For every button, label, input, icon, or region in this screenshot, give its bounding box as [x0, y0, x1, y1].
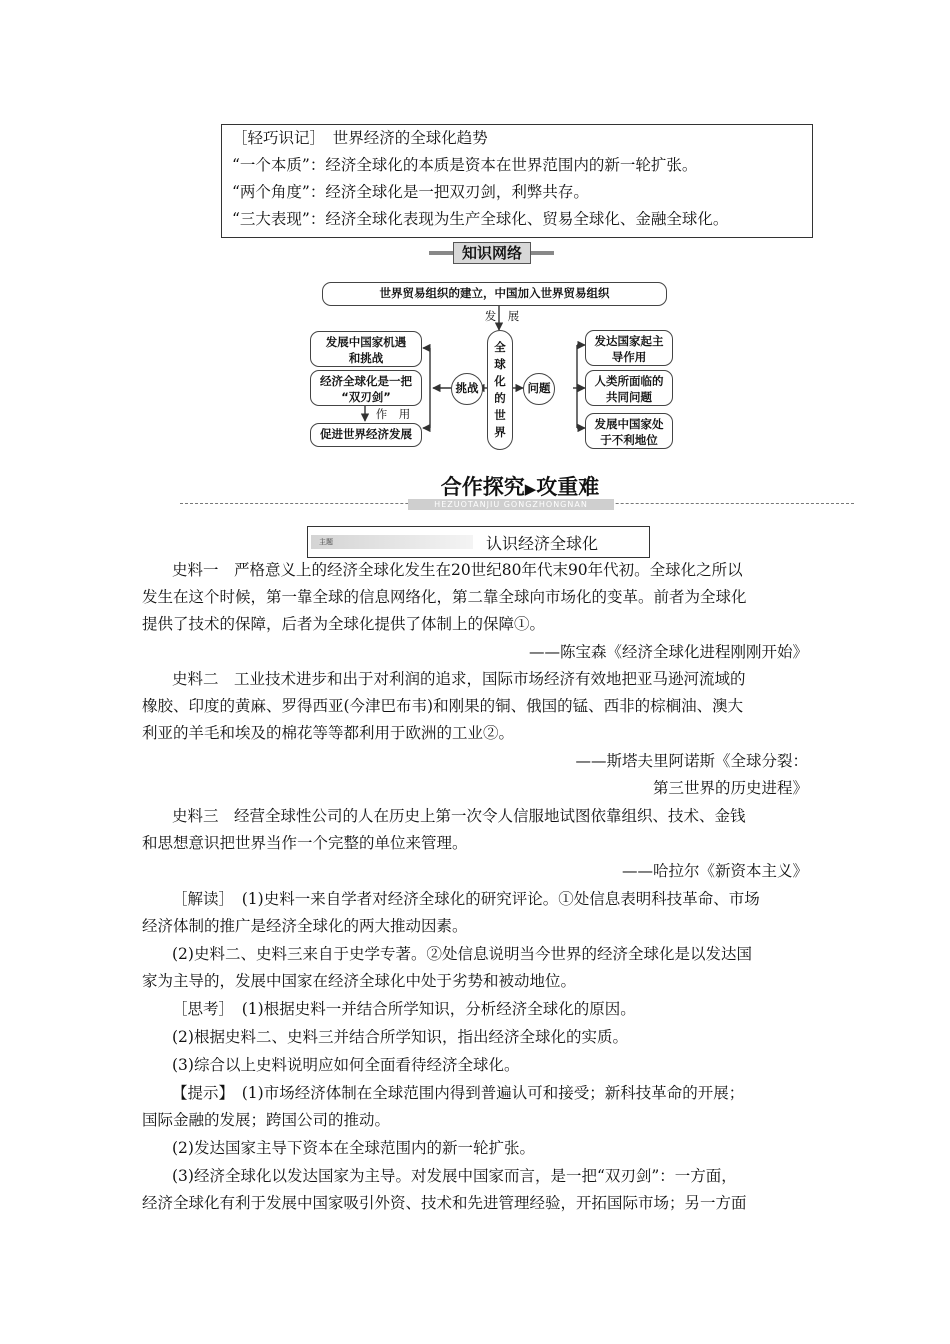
hint-3-line1: (3)经济全球化以发达国家为主导。对发展中国家而言，是一把“双刃剑”：一方面，	[172, 1167, 737, 1185]
question-1: ［思考］ (1)根据史料一并结合所学知识，分析经济全球化的原因。	[172, 1000, 636, 1018]
box-line: “双刃剑”	[341, 390, 391, 404]
left-box-opportunities	[310, 331, 422, 367]
center-char: 界	[494, 425, 506, 439]
source2-line1: 史料二 工业技术进步和出于对利润的追求，国际市场经济有效地把亚马逊河流域的	[172, 670, 746, 688]
box-line: 发展中国家处	[594, 417, 664, 431]
source1-line1: 史料一 严格意义上的经济全球化发生在20世纪80年代末90年代初。全球化之所以	[172, 561, 743, 579]
topic-box	[307, 526, 650, 558]
center-char: 全	[494, 340, 506, 354]
question-3: (3)综合以上史料说明应如何全面看待经济全球化。	[172, 1056, 520, 1074]
banner-title	[425, 473, 615, 503]
arrow-circle-icon: ▶	[524, 480, 537, 498]
hint-2: (2)发达国家主导下资本在全球范围内的新一轮扩张。	[172, 1139, 535, 1157]
source2-line3: 利亚的羊毛和埃及的棉花等等都利用于欧洲的工业②。	[142, 724, 515, 742]
interpretation-2-line1: (2)史料二、史料三来自于史学专著。②处信息说明当今世界的经济全球化是以发达国	[172, 945, 752, 963]
challenge-node: 挑战	[451, 373, 483, 405]
box-line: 人类所面临的	[594, 374, 664, 388]
right-box-dominant	[585, 330, 673, 366]
topic-tag-label: 主题	[319, 538, 333, 546]
memo-title: ［轻巧识记］ 世界经济的全球化趋势	[232, 129, 488, 147]
source2-citation-line2: 第三世界的历史进程》	[652, 779, 808, 797]
right-box-disadvantage	[585, 413, 673, 449]
memo-line-angles: “两个角度”：经济全球化是一把双刃剑，利弊共存。	[232, 183, 589, 201]
topic-title: 认识经济全球化	[486, 534, 599, 553]
source3-line1: 史料三 经营全球性公司的人在历史上第一次令人信服地试图依靠组织、技术、金钱	[172, 807, 746, 825]
topic-tag	[311, 535, 473, 549]
banner-title-part1: 合作探究	[440, 475, 525, 499]
memo-box	[221, 124, 813, 238]
center-char: 世	[494, 408, 506, 422]
source2-citation-line1: ——斯塔夫里阿诺斯《全球分裂：	[575, 752, 808, 770]
develop-label: 发 展	[484, 309, 520, 323]
box-line: 经济全球化是一把	[320, 374, 412, 388]
banner-bar-left	[429, 251, 453, 255]
question-2: (2)根据史料二、史料三并结合所学知识，指出经济全球化的实质。	[172, 1028, 628, 1046]
banner-pinyin: HEZUOTANJIU GONGZHONGNAN	[408, 499, 614, 510]
knowledge-network-banner	[429, 242, 554, 264]
center-char: 化	[494, 374, 506, 388]
box-line: 导作用	[611, 350, 647, 364]
hint-1-line1: 【提示】 (1)市场经济体制在全球范围内得到普遍认可和接受；新科技革命的开展；	[172, 1084, 745, 1102]
source1-citation: ——陈宝森《经济全球化进程刚刚开始》	[528, 643, 808, 661]
center-char: 球	[494, 357, 506, 371]
effect-label: 作 用	[375, 407, 411, 421]
memo-line-manifestations: “三大表现”：经济全球化表现为生产全球化、贸易全球化、金融全球化。	[232, 210, 729, 228]
box-line: 共同问题	[606, 390, 652, 404]
cooperative-banner	[180, 473, 854, 513]
interpretation-1-line1: ［解读］ (1)史料一来自学者对经济全球化的研究评论。①处信息表明科技革命、市场	[172, 890, 760, 908]
center-globalized-world	[487, 330, 513, 450]
box-line: 发达国家起主	[594, 334, 664, 348]
box-line: 和挑战	[348, 351, 384, 365]
source1-line2: 发生在这个时候，第一靠全球的信息网络化，第二靠全球向市场化的变革。前者为全球化	[142, 588, 747, 606]
hint-3-line2: 经济全球化有利于发展中国家吸引外资、技术和先进管理经验，开拓国际市场；另一方面	[142, 1194, 747, 1212]
hint-1-line2: 国际金融的发展；跨国公司的推动。	[142, 1111, 391, 1129]
knowledge-diagram	[305, 278, 680, 458]
center-char: 的	[494, 391, 506, 405]
banner-bar-right	[531, 251, 554, 255]
left-box-promote: 促进世界经济发展	[310, 423, 422, 447]
box-line: 于不利地位	[600, 433, 658, 447]
banner-label: 知识网络	[453, 242, 531, 264]
banner-title-part2: 攻重难	[536, 475, 600, 499]
box-line: 发展中国家机遇	[325, 335, 407, 349]
source3-citation: ——哈拉尔《新资本主义》	[621, 862, 808, 880]
source3-line2: 和思想意识把世界当作一个完整的单位来管理。	[142, 834, 468, 852]
problem-node: 问题	[523, 373, 555, 405]
interpretation-1-line2: 经济体制的推广是经济全球化的两大推动因素。	[142, 917, 468, 935]
right-box-common-problems	[585, 370, 673, 406]
source2-line2: 橡胶、印度的黄麻、罗得西亚(今津巴布韦)和刚果的铜、俄国的锰、西非的棕榈油、澳大	[142, 697, 744, 715]
left-box-double-edged	[310, 370, 422, 406]
wto-box: 世界贸易组织的建立，中国加入世界贸易组织	[322, 282, 667, 306]
source1-line3: 提供了技术的保障，后者为全球化提供了体制上的保障①。	[142, 615, 546, 633]
interpretation-2-line2: 家为主导的，发展中国家在经济全球化中处于劣势和被动地位。	[142, 972, 577, 990]
memo-line-essence: “一个本质”：经济全球化的本质是资本在世界范围内的新一轮扩张。	[232, 156, 698, 174]
